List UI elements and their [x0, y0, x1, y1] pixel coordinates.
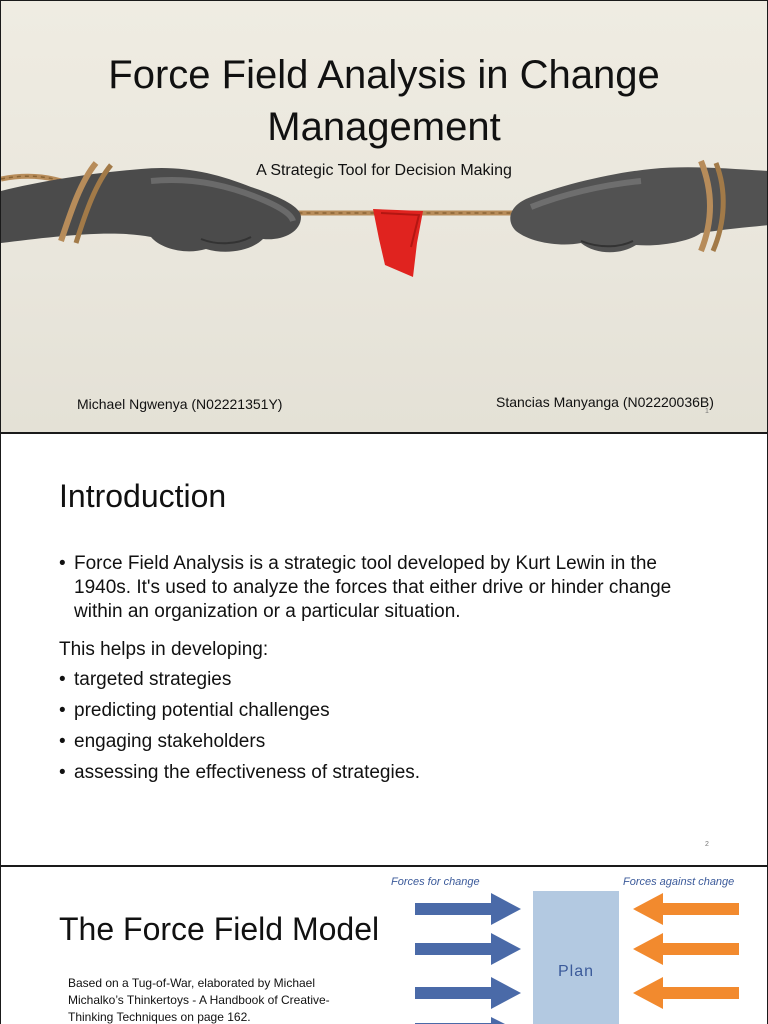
- force-against-arrow: [633, 977, 739, 1009]
- force-field-model-slide: [0, 866, 768, 1024]
- forces-for-label: Forces for change: [391, 876, 480, 888]
- force-arrows: [385, 867, 768, 1024]
- slide-number: 2: [705, 841, 709, 848]
- author-right: Stancias Manyanga (N02220036B): [496, 394, 714, 410]
- author-left: Michael Ngwenya (N02221351Y): [77, 396, 283, 412]
- introduction-slide: [0, 433, 768, 866]
- title-slide: [0, 0, 768, 433]
- force-field-diagram: [385, 867, 768, 1024]
- slide-heading: Introduction: [59, 478, 227, 514]
- slide-number: 1: [705, 408, 709, 415]
- paragraph: This helps in developing:: [59, 639, 269, 660]
- bullet-icon: •: [59, 669, 66, 690]
- list-item: • engaging stakeholders: [59, 731, 266, 752]
- bullet-icon: •: [59, 700, 66, 721]
- bullet-icon: •: [59, 553, 66, 574]
- force-for-arrow: [415, 933, 521, 965]
- slide-divider: [0, 865, 768, 867]
- source-credit: Based on a Tug-of-War, elaborated by Michael Michalko’s Thinkertoys - A Handbook of Creative-Thinking Techniques on page 162.: [68, 976, 330, 1024]
- force-for-arrow: [415, 893, 521, 925]
- list-item: • assessing the effectiveness of strategies.: [59, 762, 421, 783]
- bullet-list: [59, 668, 709, 785]
- force-for-arrow: [415, 977, 521, 1009]
- list-item: • predicting potential challenges: [59, 700, 330, 721]
- list-item: • targeted strategies: [59, 669, 232, 690]
- force-against-arrow: [633, 933, 739, 965]
- intro-bullet: [59, 552, 709, 624]
- forces-against-label: Forces against change: [623, 876, 735, 888]
- bullet-icon: •: [59, 731, 66, 752]
- plan-label: Plan: [557, 963, 595, 980]
- slide-divider: [0, 432, 768, 434]
- force-for-arrow: [415, 1017, 511, 1024]
- slide-heading: The Force Field Model: [59, 911, 380, 947]
- slide-body: [59, 552, 709, 792]
- intro-text: Force Field Analysis is a strategic tool developed by Kurt Lewin in the 1940s. It's used to analyze the forces that either drive or hinder change within an organization or a particular situation.: [74, 553, 672, 622]
- presentation-title: Force Field Analysis in Change Management: [108, 53, 660, 149]
- presentation-subtitle: A Strategic Tool for Decision Making: [256, 162, 512, 179]
- bullet-icon: •: [59, 762, 66, 783]
- force-against-arrow: [633, 893, 739, 925]
